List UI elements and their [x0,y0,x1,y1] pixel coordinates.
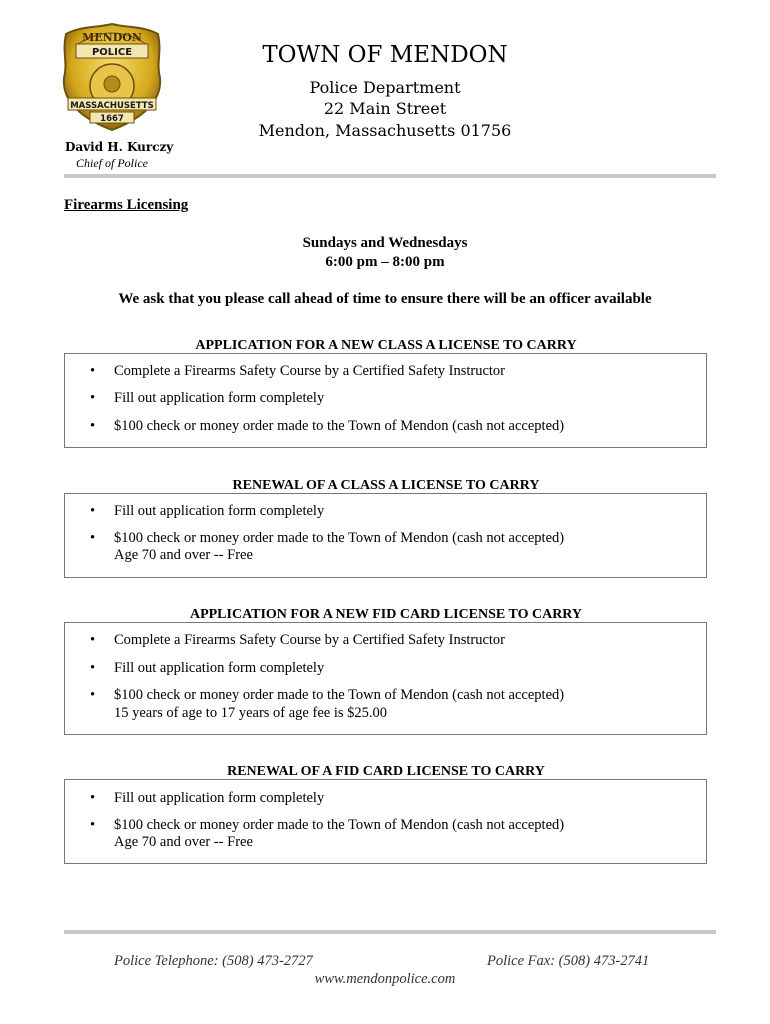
badge-year: 1667 [100,114,124,124]
section-heading-new-fid: APPLICATION FOR A NEW FID CARD LICENSE TO CARRY [189,607,583,622]
section-heading-renewal-class-a: RENEWAL OF A CLASS A LICENSE TO CARRY [232,478,540,493]
town-title: TOWN OF MENDON [262,42,508,68]
fee-note: Age 70 and over -- Free [114,547,253,563]
street-address: 22 Main Street [323,99,447,118]
chief-name: David H. Kurczy [65,140,174,154]
badge-banner: POLICE [91,47,133,58]
police-fax: Police Fax: (508) 473-2741 [487,953,650,969]
police-badge-logo [58,22,166,132]
call-ahead-notice: We ask that you please call ahead of time to ensure there will be an officer available [118,291,652,307]
section-title: Firearms Licensing [64,197,189,213]
fee-note: Age 70 and over -- Free [114,834,253,850]
badge-top-text: MENDON [82,31,142,44]
fee-note: 15 years of age to 17 years of age fee is $25.00 [114,705,387,721]
hours-days: Sundays and Wednesdays [302,235,468,251]
police-telephone: Police Telephone: (508) 473-2727 [114,953,313,969]
section-heading-renewal-fid: RENEWAL OF A FID CARD LICENSE TO CARRY [227,764,545,779]
header-divider [64,174,716,178]
badge-state: MASSACHUSETTS [70,101,154,111]
website-link[interactable]: www.mendonpolice.com [314,971,456,987]
department-name: Police Department [309,78,461,97]
city-address: Mendon, Massachusetts 01756 [258,121,512,140]
hours-time: 6:00 pm – 8:00 pm [325,254,445,270]
footer-divider [64,930,716,934]
section-heading-new-class-a: APPLICATION FOR A NEW CLASS A LICENSE TO CARRY [195,338,577,353]
chief-title: Chief of Police [76,156,148,170]
